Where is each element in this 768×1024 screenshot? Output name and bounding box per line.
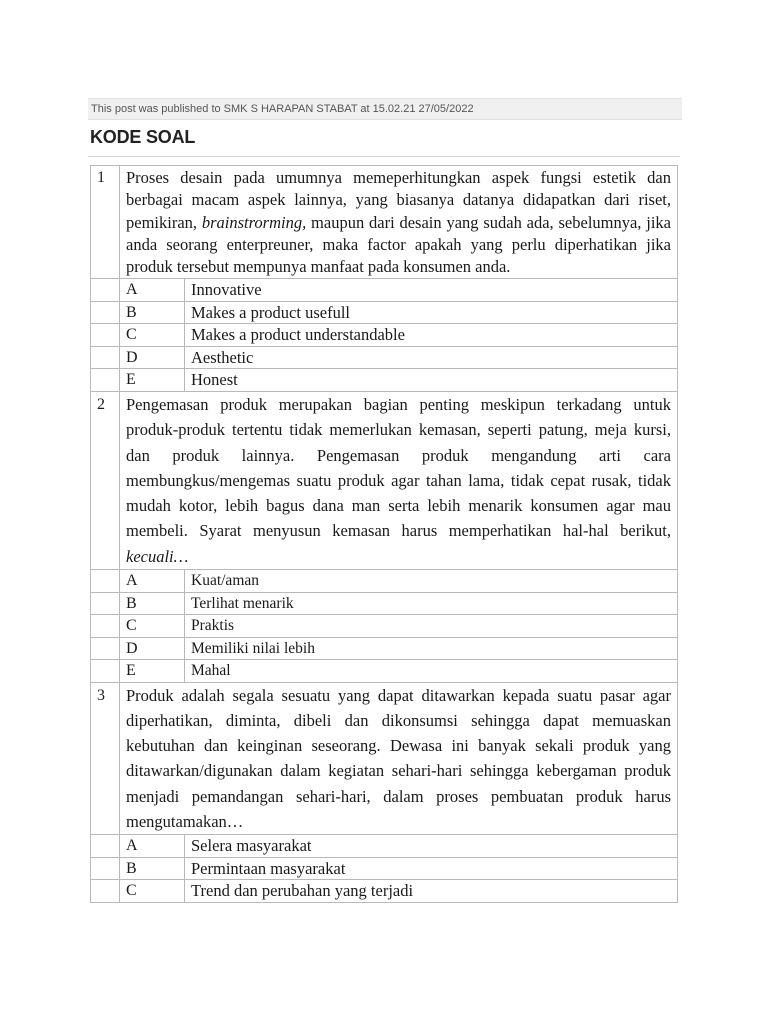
option-letter: B <box>120 301 185 324</box>
blank-cell <box>91 637 120 660</box>
option-letter: E <box>120 660 185 683</box>
option-row <box>91 346 678 369</box>
option-row <box>91 637 678 660</box>
question-row-3 <box>91 682 678 835</box>
option-row <box>91 592 678 615</box>
publish-info: This post was published to SMK S HARAPAN STABAT at 15.02.21 27/05/2022 <box>88 98 682 120</box>
question-row-1 <box>91 166 678 279</box>
blank-cell <box>91 346 120 369</box>
question-row-2 <box>91 391 678 569</box>
option-row <box>91 570 678 593</box>
blank-cell <box>91 835 120 858</box>
question-text <box>120 166 678 279</box>
blank-cell <box>91 324 120 347</box>
page-title: KODE SOAL <box>90 127 196 147</box>
option-row <box>91 301 678 324</box>
option-letter: C <box>120 880 185 903</box>
option-row <box>91 835 678 858</box>
blank-cell <box>91 592 120 615</box>
option-letter: D <box>120 637 185 660</box>
question-text-main: Pengemasan produk merupakan bagian penting meskipun terkadang untuk produk-produk tertentu tidak memerlukan kemasan, seperti patung, meja kursi, dan produk lainnya. Pengemasan produk mengandung arti cara membungkus/mengemas suatu produk agar tahan lama, tidak cepat rusak, tidak mudah kotor, lebih bagus dana man serta lebih menarik konsumen agar mau membeli. Syarat menyusun kemasan harus memperhatikan hal-hal berikut, <box>126 394 671 541</box>
option-row <box>91 324 678 347</box>
blank-cell <box>91 857 120 880</box>
option-text: Trend dan perubahan yang terjadi <box>185 880 678 903</box>
option-text: Memiliki nilai lebih <box>185 637 678 660</box>
blank-cell <box>91 615 120 638</box>
option-row <box>91 369 678 392</box>
option-letter: B <box>120 592 185 615</box>
option-text: Innovative <box>185 279 678 302</box>
question-text <box>120 391 678 569</box>
option-letter: B <box>120 857 185 880</box>
blank-cell <box>91 570 120 593</box>
question-text-emphasis: kecuali… <box>126 546 189 566</box>
blank-cell <box>91 660 120 683</box>
option-letter: C <box>120 324 185 347</box>
option-letter: A <box>120 835 185 858</box>
question-number: 2 <box>91 391 120 569</box>
option-letter: C <box>120 615 185 638</box>
blank-cell <box>91 369 120 392</box>
option-text: Honest <box>185 369 678 392</box>
option-row <box>91 660 678 683</box>
option-row <box>91 615 678 638</box>
option-letter: E <box>120 369 185 392</box>
blank-cell <box>91 279 120 302</box>
option-letter: A <box>120 570 185 593</box>
question-text: Produk adalah segala sesuatu yang dapat ditawarkan kepada suatu pasar agar diperhatikan, diminta, dibeli dan dikonsumsi sehingga dapat memuaskan kebutuhan dan keinginan seseorang. Dewasa ini banyak sekali produk yang ditawarkan/digunakan dalam kegiatan sehari-hari sehingga kebergaman produk menjadi pemandangan sehari-hari, dalam proses pembuatan produk harus mengutamakan… <box>120 682 678 835</box>
option-text: Kuat/aman <box>185 570 678 593</box>
blank-cell <box>91 880 120 903</box>
question-text-emphasis: brainstrorming, <box>201 212 307 232</box>
option-text: Makes a product usefull <box>185 301 678 324</box>
option-letter: D <box>120 346 185 369</box>
option-text: Terlihat menarik <box>185 592 678 615</box>
option-text: Praktis <box>185 615 678 638</box>
option-row <box>91 857 678 880</box>
option-row <box>91 279 678 302</box>
title-divider <box>88 156 680 157</box>
question-number: 1 <box>91 166 120 279</box>
question-number: 3 <box>91 682 120 835</box>
option-text: Selera masyarakat <box>185 835 678 858</box>
option-text: Permintaan masyarakat <box>185 857 678 880</box>
question-text-rest: maupun dari desain yang sudah ada, sebelumnya, jika anda seorang enterpreuner, maka factor apakah yang perlu diperhatikan jika produk tersebut mempunya manfaat pada konsumen anda. <box>126 212 671 277</box>
question-text-main: Proses desain pada umumnya memeperhitungkan aspek fungsi estetik dan berbagai macam aspek lainnya, yang biasanya datanya didapatkan dari riset, pemikiran, <box>126 168 671 232</box>
question-table <box>90 165 678 903</box>
option-text: Aesthetic <box>185 346 678 369</box>
blank-cell <box>91 301 120 324</box>
option-row <box>91 880 678 903</box>
option-text: Mahal <box>185 660 678 683</box>
option-letter: A <box>120 279 185 302</box>
option-text: Makes a product understandable <box>185 324 678 347</box>
